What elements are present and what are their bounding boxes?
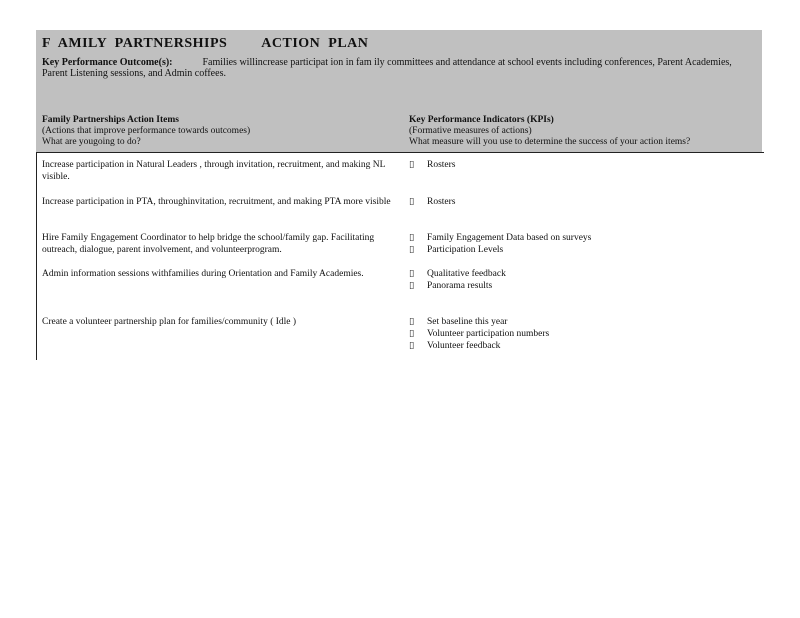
action-items-sub2: What are yougoing to do? <box>42 137 141 147</box>
title-part-2: ACTION PLAN <box>261 36 369 51</box>
action-items-header <box>42 115 402 148</box>
kpi-item <box>409 316 759 328</box>
action-item: Create a volunteer partnership plan for families/community ( Idle ) <box>42 317 297 327</box>
kpi-item <box>409 159 759 171</box>
outcome-label: Key Performance Outcome(s): <box>42 57 173 68</box>
action-item: Admin information sessions withfamilies during Orientation and Family Academies. <box>42 269 364 279</box>
kpi-text: Panorama results <box>427 281 493 291</box>
kpi-item <box>409 196 759 208</box>
bullet-icon: ▯ <box>409 197 415 207</box>
page-title <box>42 36 756 52</box>
kpi-item <box>409 268 759 280</box>
left-border <box>36 153 37 360</box>
kpi-heading: Key Performance Indicators (KPIs) <box>409 115 554 125</box>
kpi-list <box>409 196 759 208</box>
kpi-text: Rosters <box>427 160 456 170</box>
kpi-text: Family Engagement Data based on surveys <box>427 233 592 243</box>
action-plan-page <box>36 30 762 351</box>
kpi-text: Qualitative feedback <box>427 269 506 279</box>
title-part-1: F AMILY PARTNERSHIPS <box>42 36 228 51</box>
kpi-list <box>409 268 759 292</box>
kpi-item <box>409 340 759 352</box>
action-item: Increase participation in PTA, throughinvitation, recruitment, and making PTA more visible <box>42 197 391 207</box>
bullet-icon: ▯ <box>409 281 415 291</box>
header-divider <box>36 152 764 153</box>
action-item: Hire Family Engagement Coordinator to help bridge the school/family gap. Facilitating outreach, dialogue, parent involvement, and volunteerprogram. <box>42 233 375 255</box>
kpi-text: Rosters <box>427 197 456 207</box>
kpi-text: Volunteer participation numbers <box>427 329 550 339</box>
bullet-icon: ▯ <box>409 341 415 351</box>
kpi-item <box>409 244 759 256</box>
action-item: Increase participation in Natural Leaders , through invitation, recruitment, and making NL visible. <box>42 160 386 182</box>
bullet-icon: ▯ <box>409 317 415 327</box>
bullet-icon: ▯ <box>409 245 415 255</box>
bullet-icon: ▯ <box>409 329 415 339</box>
action-items-heading: Family Partnerships Action Items <box>42 115 179 125</box>
kpi-item <box>409 232 759 244</box>
kpi-sub1: (Formative measures of actions) <box>409 126 532 136</box>
kpi-header <box>409 115 769 148</box>
action-items-sub1: (Actions that improve performance towards outcomes) <box>42 126 251 136</box>
kpi-sub2: What measure will you use to determine the success of your action items? <box>409 137 691 147</box>
kpi-list <box>409 159 759 171</box>
kpi-text: Set baseline this year <box>427 317 508 327</box>
kpi-text: Participation Levels <box>427 245 504 255</box>
kpi-list <box>409 316 759 352</box>
kpi-text: Volunteer feedback <box>427 341 501 351</box>
performance-outcome <box>42 57 756 79</box>
plan-header <box>36 30 762 153</box>
bullet-icon: ▯ <box>409 269 415 279</box>
kpi-item <box>409 280 759 292</box>
outcome-text: Families willincrease participat ion in fam ily committees and attendance at school events including conferences, Parent Academies, Parent Listening sessions, and Admin coffees. <box>42 57 732 79</box>
kpi-item <box>409 328 759 340</box>
kpi-list <box>409 232 759 256</box>
bullet-icon: ▯ <box>409 160 415 170</box>
bullet-icon: ▯ <box>409 233 415 243</box>
